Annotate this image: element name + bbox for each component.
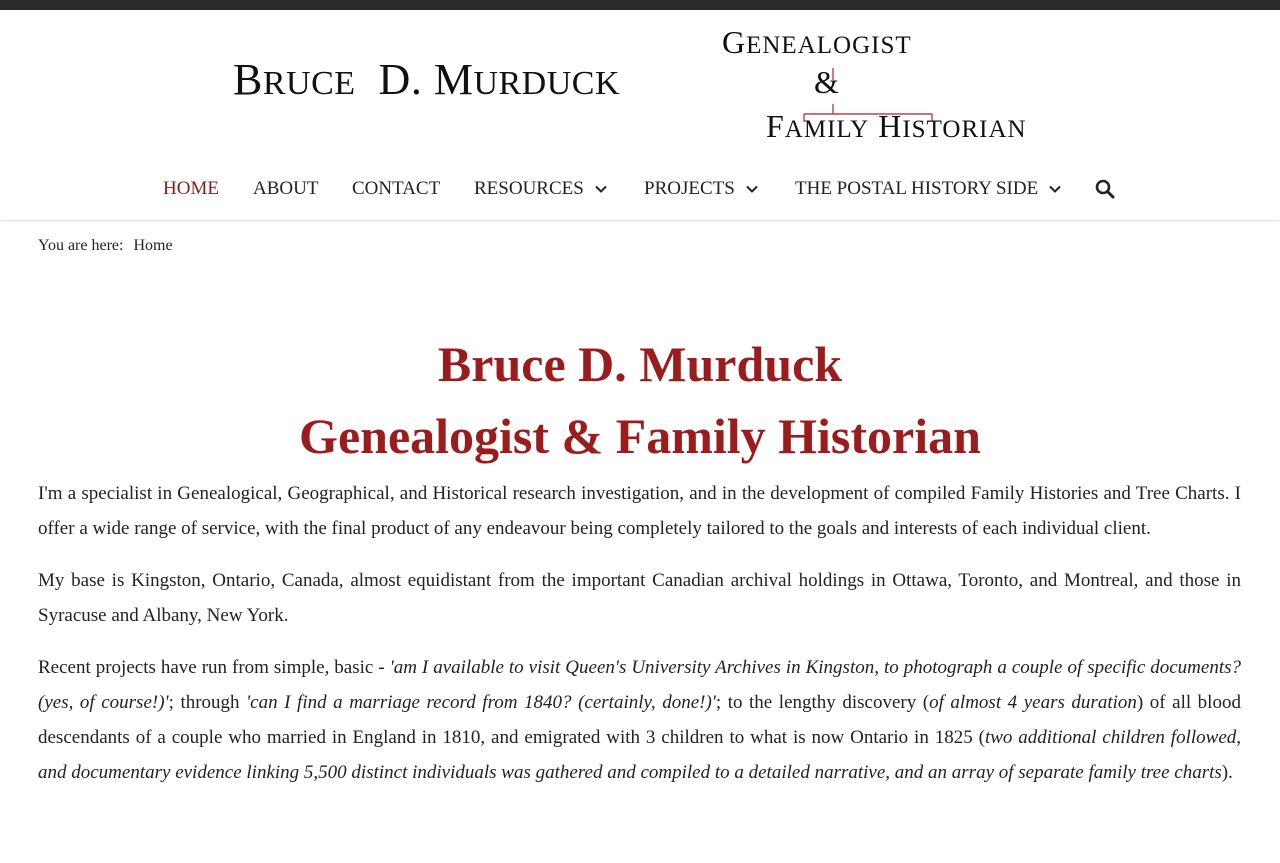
nav-home[interactable]: HOME — [163, 178, 219, 199]
page-title-line2: Genealogist & Family Historian — [299, 408, 981, 464]
nav-contact[interactable]: CONTACT — [352, 178, 441, 199]
nav-postal-history[interactable]: THE POSTAL HISTORY SIDE — [795, 178, 1062, 200]
intro-paragraph: I'm a specialist in Genealogical, Geographical, and Historical research investigation, and in the development of compiled Family Histories and Tree Charts. I offer a wide range of service, with the final product of any endeavour being completely tailored to the goals and interests of each individual client. — [38, 483, 1241, 539]
projects-paragraph: Recent projects have run from simple, basic - 'am I available to visit Queen's University Archives in Kingston, to photograph a couple of specific documents? (yes, of course!)'; through 'can I find a marriage record from 1840? (certainly, done!)'; to the lengthy discovery (of almost 4 years duration) of all blood descendants of a couple who married in England in 1810, and emigrated with 3 children to what is now Ontario in 1825 (two additional children followed, and documentary evidence linking 5,500 distinct individuals was gathered and compiled to a detailed narrative, and an array of separate family tree charts). — [38, 657, 1242, 783]
site-header — [0, 10, 1280, 221]
site-logo-name[interactable]: BRUCE D. MURDUCK — [233, 55, 621, 104]
page-title — [0, 328, 1280, 472]
main-content — [38, 476, 1241, 807]
top-bar — [0, 0, 1280, 10]
chevron-down-icon — [745, 182, 759, 196]
chevron-down-icon — [594, 182, 608, 196]
chevron-down-icon — [1048, 182, 1062, 196]
nav-about[interactable]: ABOUT — [253, 178, 319, 199]
search-icon[interactable] — [1094, 178, 1116, 200]
breadcrumb — [38, 237, 173, 255]
site-logo-role[interactable]: GENEALOGIST & FAMILY HISTORIAN — [720, 22, 1060, 152]
nav-projects[interactable]: PROJECTS — [644, 178, 759, 200]
location-paragraph: My base is Kingston, Ontario, Canada, almost equidistant from the important Canadian archival holdings in Ottawa, Toronto, and Montreal, and those in Syracuse and Albany, New York. — [38, 570, 1241, 626]
breadcrumb-home[interactable]: Home — [133, 237, 173, 254]
nav-resources[interactable]: RESOURCES — [474, 178, 608, 200]
main-nav — [0, 168, 1280, 212]
breadcrumb-prefix: You are here: — [38, 237, 124, 254]
page-title-line1: Bruce D. Murduck — [437, 336, 843, 392]
